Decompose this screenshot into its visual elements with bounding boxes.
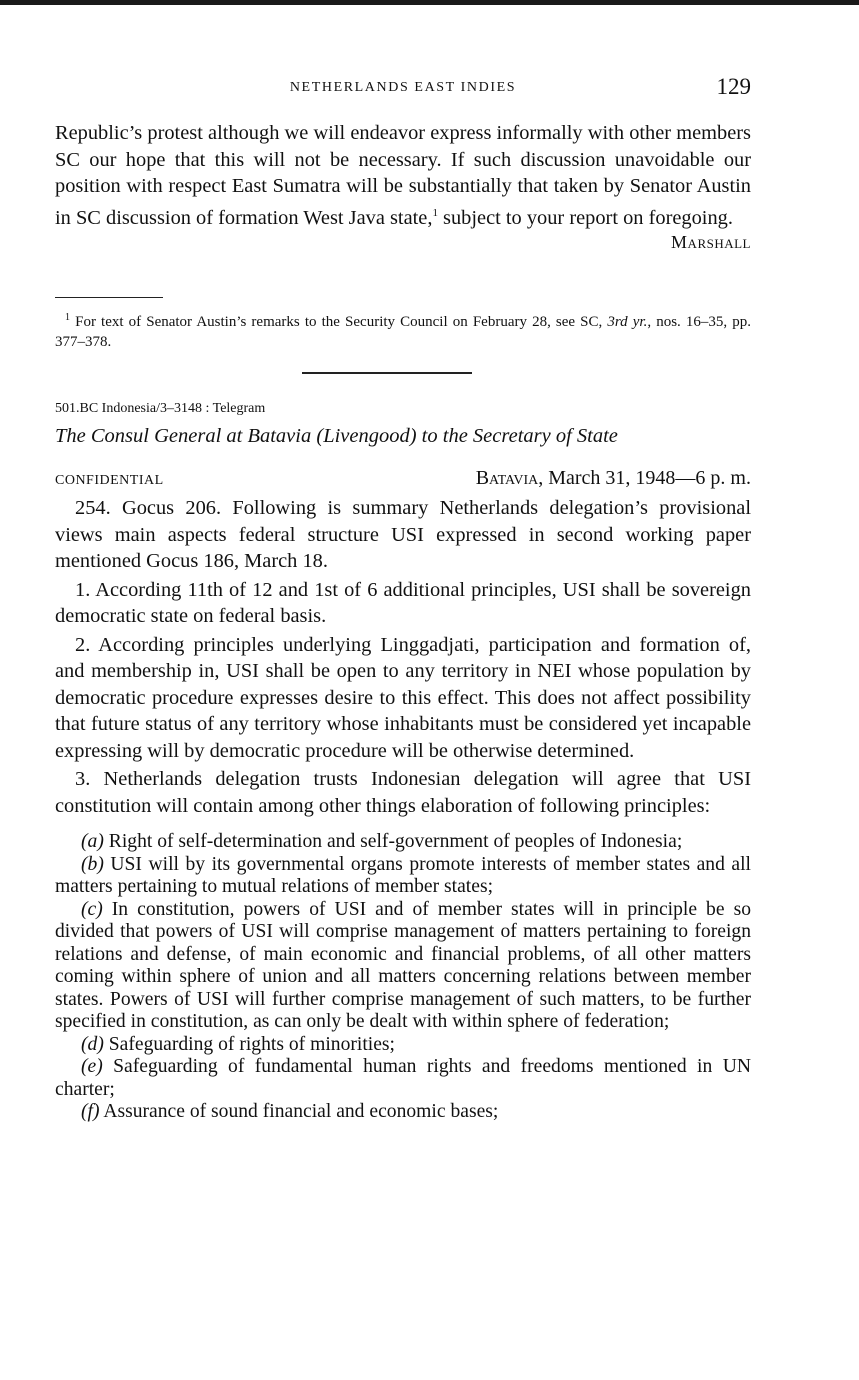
page-header bbox=[55, 74, 751, 104]
document bbox=[55, 401, 751, 1124]
principle-a bbox=[55, 831, 751, 854]
principle-e bbox=[55, 1056, 751, 1101]
previous-document-end bbox=[55, 120, 751, 253]
dateline bbox=[476, 467, 751, 490]
previous-paragraph-text: Republic’s protest although we will endeavor express informally with other members SC our hope that this will not be necessary. If such discussion unavoidable our position with respect East Sumatra will be substantially that taken by Senator Austin in SC discussion of formation West Java state, bbox=[55, 122, 751, 229]
signature: Marshall bbox=[671, 231, 751, 252]
title-name: Livengood bbox=[323, 425, 410, 447]
principle-d-label: (d) bbox=[81, 1033, 104, 1055]
principle-a-label: (a) bbox=[81, 831, 104, 852]
principle-e-text: Safeguarding of fundamental human rights and freedoms mentioned in UN charter; bbox=[55, 1056, 751, 1100]
footnote-text-before: For text of Senator Austin’s remarks to the Security Council on February 28, see SC, bbox=[70, 314, 608, 330]
principles-list bbox=[55, 831, 751, 1124]
document-separator bbox=[302, 372, 472, 374]
dateline-place: Batavia bbox=[475, 467, 539, 489]
dateline-row bbox=[55, 467, 751, 490]
footnote bbox=[55, 308, 751, 352]
paragraph-intro: 254. Gocus 206. Following is summary Netherlands delegation’s provisional views main aspects federal structure USI expressed in second working paper mentioned Gocus 186, March 18. bbox=[55, 497, 751, 572]
footnote-reference: 1 bbox=[432, 206, 438, 219]
principle-c-text: In constitution, powers of USI and of member states will in principle be so divided that powers of USI will comprise management of matters pertaining to foreign relations and defense, of main economic and financial problems, of all other matters coming within sphere of union and all matters concerning relations between member states. Powers of USI will further comprise management of such matters, to be further specified in constitution, as can only be dealt with within sphere of federation; bbox=[55, 898, 751, 1032]
principle-f-label: (f) bbox=[81, 1101, 100, 1122]
page-number: 129 bbox=[716, 74, 751, 99]
paragraph-3: 3. Netherlands delegation trusts Indonesian delegation will agree that USI constitution will contain among other things elaboration of following principles: bbox=[55, 768, 751, 817]
principle-f bbox=[55, 1101, 751, 1124]
principle-c bbox=[55, 899, 751, 1034]
principle-a-text: Right of self-determination and self-government of peoples of Indonesia; bbox=[103, 831, 683, 852]
principle-d-text: Safeguarding of rights of minorities; bbox=[103, 1033, 395, 1055]
principle-b bbox=[55, 854, 751, 899]
paragraph-1: 1. According 11th of 12 and 1st of 6 additional principles, USI shall be sovereign democratic state on federal basis. bbox=[55, 578, 751, 627]
principle-b-label: (b) bbox=[81, 853, 104, 875]
title-part1: The Consul General at Batavia ( bbox=[55, 425, 324, 447]
document-body bbox=[55, 495, 751, 819]
previous-paragraph bbox=[55, 120, 751, 231]
document-title bbox=[55, 425, 751, 448]
file-reference: 501.BC Indonesia/3–3148 : Telegram bbox=[55, 401, 266, 416]
footnote-text-after: , nos. 16–35, pp. 377–378. bbox=[55, 314, 751, 350]
principle-d bbox=[55, 1034, 751, 1057]
footnote-rule bbox=[55, 297, 163, 298]
classification: CONFIDENTIAL bbox=[55, 473, 164, 488]
paragraph-2: 2. According principles underlying Linggadjati, participation and formation of, and membership in, USI shall be open to any territory in NEI whose population by democratic procedure expresses desire to this effect. This does not affect possibility that future status of any territory whose inhabitants must be considered yet incapable expressing will by democratic procedure will be otherwise determined. bbox=[55, 633, 751, 762]
principle-e-label: (e) bbox=[81, 1056, 103, 1077]
footnote-marker: 1 bbox=[65, 312, 70, 323]
running-head: NETHERLANDS EAST INDIES bbox=[289, 80, 517, 95]
principle-c-label: (c) bbox=[81, 898, 103, 920]
footnote-text bbox=[55, 308, 751, 352]
dateline-date: , March 31, 1948—6 p. m. bbox=[538, 467, 751, 489]
principle-f-text: Assurance of sound financial and economic bases; bbox=[99, 1101, 499, 1122]
footnote-citation: 3rd yr. bbox=[607, 314, 648, 330]
scan-top-edge bbox=[0, 0, 859, 5]
previous-paragraph-end: subject to your report on foregoing. bbox=[437, 206, 733, 229]
title-part2: ) to the Secretary of State bbox=[409, 425, 618, 447]
principle-b-text: USI will by its governmental organs promote interests of member states and all matters pertaining to mutual relations of member states; bbox=[55, 853, 751, 897]
